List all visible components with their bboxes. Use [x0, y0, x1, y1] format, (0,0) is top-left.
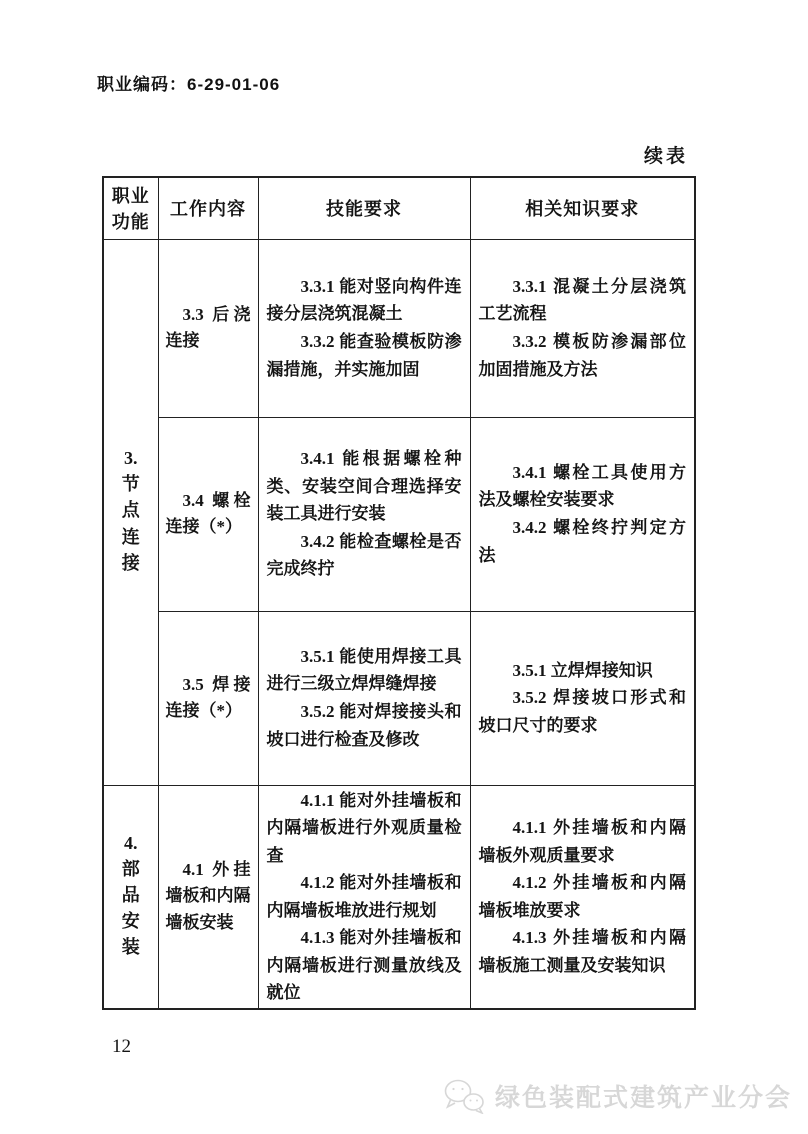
skill-item: 4.1.1 能对外挂墙板和内隔墙板进行外观质量检查	[266, 790, 462, 865]
knowledge-item: 4.1.3 外挂墙板和内隔墙板施工测量及安装知识	[478, 928, 686, 975]
function-name: 部品安装	[121, 858, 140, 958]
knowledge-item: 3.5.1 立焊焊接知识	[512, 660, 653, 680]
knowledge-item: 3.3.1 混凝土分层浇筑工艺流程	[478, 276, 686, 324]
function-name: 节点连接	[121, 474, 140, 573]
col-header-work: 工作内容	[158, 177, 258, 239]
table-row	[103, 785, 695, 1009]
knowledge-requirements-cell	[470, 239, 695, 417]
knowledge-item: 4.1.2 外挂墙板和内隔墙板堆放要求	[478, 873, 686, 920]
col-header-knowledge: 相关知识要求	[470, 177, 695, 239]
function-number: 3.	[124, 448, 138, 469]
continued-table-label: 续表	[643, 146, 688, 167]
knowledge-item: 3.4.2 螺栓终拧判定方法	[478, 518, 686, 565]
work-content: 3.3 后浇连接	[165, 304, 251, 350]
page-number: 12	[112, 1036, 131, 1057]
skill-requirements-cell	[258, 417, 470, 611]
knowledge-item: 3.4.1 螺栓工具使用方法及螺栓安装要求	[478, 462, 686, 510]
col-header-function: 职业功能	[103, 177, 158, 239]
work-content: 3.4 螺栓连接（*）	[165, 490, 251, 536]
knowledge-item: 3.5.2 焊接坡口形式和坡口尺寸的要求	[478, 688, 686, 735]
skill-item: 3.3.2 能查验模板防渗漏措施，并实施加固	[266, 332, 462, 379]
knowledge-requirements-cell	[470, 785, 695, 1009]
table-header-row	[103, 177, 695, 239]
skill-requirements-cell	[258, 611, 470, 785]
skill-item: 3.4.1 能根据螺栓种类、安装空间合理选择安装工具进行安装	[266, 449, 462, 524]
occupation-code: 职业编码：6-29-01-06	[97, 75, 281, 94]
table-row	[103, 239, 695, 417]
skill-requirements-cell	[258, 239, 470, 417]
knowledge-item: 3.3.2 模板防渗漏部位加固措施及方法	[478, 332, 686, 379]
skill-requirements-table	[102, 176, 696, 1010]
work-content-cell	[158, 417, 258, 611]
knowledge-item: 4.1.1 外挂墙板和内隔墙板外观质量要求	[478, 818, 686, 865]
work-content: 4.1 外挂墙板和内隔墙板安装	[165, 860, 251, 932]
table-row	[103, 611, 695, 785]
skill-item: 4.1.3 能对外挂墙板和内隔墙板进行测量放线及就位	[266, 928, 462, 1003]
function-number: 4.	[124, 832, 138, 853]
work-content-cell	[158, 611, 258, 785]
skill-item: 3.5.2 能对焊接接头和坡口进行检查及修改	[266, 702, 462, 749]
skill-item: 3.5.1 能使用焊接工具进行三级立焊焊缝焊接	[266, 646, 462, 694]
knowledge-requirements-cell	[470, 611, 695, 785]
footer-brand-text: 绿色装配式建筑产业分会	[494, 1084, 792, 1112]
skill-item: 3.4.2 能检查螺栓是否完成终拧	[266, 531, 462, 579]
skill-requirements-cell	[258, 785, 470, 1009]
function-cell-component-install	[103, 785, 158, 1009]
work-content-cell	[158, 239, 258, 417]
wechat-logo-icon	[443, 1078, 485, 1114]
knowledge-requirements-cell	[470, 417, 695, 611]
skill-item: 3.3.1 能对竖向构件连接分层浇筑混凝土	[266, 276, 462, 324]
col-header-skills: 技能要求	[258, 177, 470, 239]
skill-item: 4.1.2 能对外挂墙板和内隔墙板堆放进行规划	[266, 873, 462, 920]
work-content: 3.5 焊接连接（*）	[165, 674, 251, 720]
footer-watermark	[443, 1078, 792, 1114]
work-content-cell	[158, 785, 258, 1009]
table-row	[103, 417, 695, 611]
function-cell-node-connection	[103, 239, 158, 785]
